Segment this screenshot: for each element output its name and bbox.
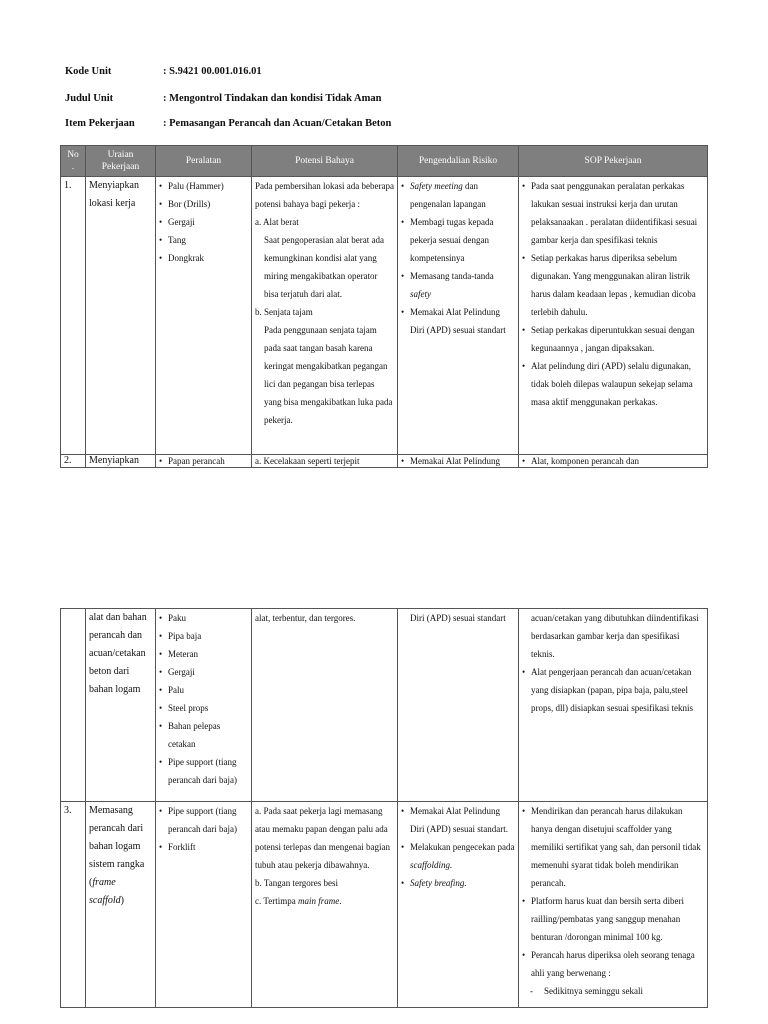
list-item: • Pipe support (tiang perancah dari baja) — [159, 753, 248, 789]
hazard-a-text: Saat pengoperasian alat berat ada kemungkinan kondisi alat yang miring mengakibatkan operator bisa terjatuh dari alat. — [264, 235, 384, 299]
list-item: • Papan perancah — [159, 455, 248, 467]
hazard-b-title: b. Senjata tajam — [255, 307, 313, 317]
list-item: • Bahan pelepas cetakan — [159, 717, 248, 753]
list-item: • Tang — [159, 231, 248, 249]
kode-unit-value: : S.9421 00.001.016.01 — [163, 66, 262, 77]
row3-no: 3. — [61, 802, 86, 1008]
hazard-intro: Pada pembersihan lokasi ada beberapa potensi bahaya bagi pekerja : — [255, 181, 394, 209]
list-item: • Forklift — [159, 838, 248, 856]
list-item: • Pipa baja — [159, 627, 248, 645]
hazard-a-title: a. Alat berat — [255, 217, 299, 227]
k3-table-page1 — [60, 145, 708, 468]
row2-sop-top — [519, 455, 708, 468]
list-item: • Memasang tanda-tanda safety — [401, 267, 515, 303]
row1-no: 1. — [61, 177, 86, 455]
list-item: • Dongkrak — [159, 249, 248, 267]
list-item: - Sedikitnya seminggu sekali — [522, 982, 704, 1000]
row2-desc-cont: alat dan bahan perancah dan acuan/cetakan beton dari bahan logam — [86, 609, 156, 802]
list-item: • Melakukan pengecekan pada scaffolding. — [401, 838, 515, 874]
hazard-a: a. Pada saat pekerja lagi memasang atau memaku papan dengan palu ada potensi terlepas dan mengenai bagian tubuh atau pekerja dibawahnya. — [255, 806, 390, 870]
list-item: • Setiap perkakas harus diperiksa sebelum digunakan. Yang menggunakan aliran listrik harus dalam keadaan lepas , kemudian dicoba terlebih dahulu. — [522, 249, 704, 321]
row3-hazard — [252, 802, 398, 1008]
kode-unit-line — [65, 66, 262, 77]
col-uraian: Uraian Pekerjaan — [86, 146, 156, 177]
list-item: • Pada saat penggunakan peralatan perkakas lakukan sesuai instruksi kerja dan urutan pelaksanaakan . peralatan diidentifikasi sesuai gambar kerja dan spesifikasi teknis — [522, 177, 704, 249]
item-pekerjaan-line — [65, 118, 391, 129]
list-item: • Memakai Alat Pelindung Diri (APD) sesuai standart — [401, 303, 515, 339]
item-pekerjaan-value: : Pemasangan Perancah dan Acuan/Cetakan Beton — [163, 118, 392, 129]
row1-hazard — [252, 177, 398, 455]
row2-sop-cont — [519, 609, 708, 802]
hazard-c: c. Tertimpa main frame. — [255, 896, 342, 906]
list-item: • Meteran — [159, 645, 248, 663]
judul-unit-line — [65, 93, 381, 104]
list-item: • Membagi tugas kepada pekerja sesuai dengan kompetensinya — [401, 213, 515, 267]
list-item: • Pipe support (tiang perancah dari baja) — [159, 802, 248, 838]
list-item: • Palu (Hammer) — [159, 177, 248, 195]
col-sop: SOP Pekerjaan — [519, 146, 708, 177]
list-item: • Gergaji — [159, 213, 248, 231]
row2-no: 2. — [61, 455, 86, 468]
judul-unit-label: Judul Unit — [65, 93, 114, 104]
list-item: • Perancah harus diperiksa oleh seorang tenaga ahli yang berwenang : — [522, 946, 704, 982]
k3-table-page2 — [60, 608, 708, 1008]
sop-continued: acuan/cetakan yang dibutuhkan diindentifikasi berdasarkan gambar kerja dan spesifikasi teknis. — [531, 613, 699, 659]
col-no: No . — [61, 146, 86, 177]
judul-unit-value: : Mengontrol Tindakan dan kondisi Tidak Aman — [163, 93, 382, 104]
list-item: • Safety meeting dan pengenalan lapangan — [401, 177, 515, 213]
table-row — [61, 177, 708, 455]
row2-hazard-cont: alat, terbentur, dan tergores. — [252, 609, 398, 802]
col-potensi: Potensi Bahaya — [252, 146, 398, 177]
list-item: • Setiap perkakas diperuntukkan sesuai dengan kegunaannya , jangan dipaksakan. — [522, 321, 704, 357]
row2-desc-top: Menyiapkan — [86, 455, 156, 468]
list-item: • Platform harus kuat dan bersih serta diberi railling/pembatas yang sanggup menahan benturan /dorongan minimal 100 kg. — [522, 892, 704, 946]
list-item: • Memakai Alat Pelindung Diri (APD) sesuai standart. — [401, 802, 515, 838]
table-row — [61, 455, 708, 468]
row3-desc: Memasang perancah dari bahan logam sistem rangka (frame scaffold) — [86, 802, 156, 1008]
item-pekerjaan-label: Item Pekerjaan — [65, 118, 135, 129]
table-header-row — [61, 146, 708, 177]
row2-no-cont — [61, 609, 86, 802]
hazard-b-text: Pada penggunaan senjata tajam pada saat tangan basah karena keringat mengakibatkan pegangan lici dan pegangan bisa terlepas yang bisa mengakibatkan luka pada pekerja. — [264, 325, 393, 425]
row1-tools — [156, 177, 252, 455]
list-item: • Alat, komponen perancah dan — [522, 455, 704, 467]
row2-hazard-top: a. Kecelakaan seperti terjepit — [252, 455, 398, 468]
table-row — [61, 802, 708, 1008]
list-item: • Memakai Alat Pelindung — [401, 455, 515, 467]
col-pengendalian: Pengendalian Risiko — [398, 146, 519, 177]
list-item: • Gergaji — [159, 663, 248, 681]
row2-tools — [156, 609, 252, 802]
row3-tools — [156, 802, 252, 1008]
row1-sop — [519, 177, 708, 455]
table-row — [61, 609, 708, 802]
row2-control-top — [398, 455, 519, 468]
hazard-b: b. Tangan tergores besi — [255, 878, 339, 888]
list-item: • Steel props — [159, 699, 248, 717]
row1-control — [398, 177, 519, 455]
row3-sop — [519, 802, 708, 1008]
row3-control — [398, 802, 519, 1008]
list-item: • Alat pelindung diri (APD) selalu digunakan, tidak boleh dilepas walaupun sekejap selama masa aktif menggunakan perkakas. — [522, 357, 704, 411]
list-item: • Mendirikan dan perancah harus dilakukan hanya dengan disetujui scaffolder yang memiliki sertifikat yang sah, dan personil tidak memenuhi syarat tidak boleh mendirikan perancah. — [522, 802, 704, 892]
list-item: • Paku — [159, 609, 248, 627]
kode-unit-label: Kode Unit — [65, 66, 112, 77]
row2-tool-top — [156, 455, 252, 468]
row1-desc: Menyiapkan lokasi kerja — [86, 177, 156, 455]
list-item: • Palu — [159, 681, 248, 699]
row2-control-cont: Diri (APD) sesuai standart — [398, 609, 519, 802]
col-peralatan: Peralatan — [156, 146, 252, 177]
list-item: • Bor (Drills) — [159, 195, 248, 213]
list-item: • Alat pengerjaan perancah dan acuan/cetakan yang disiapkan (papan, pipa baja, palu,steel props, dll) disiapkan sesuai spesifikasi teknis — [522, 663, 704, 717]
list-item: • Safety breafing. — [401, 874, 515, 892]
